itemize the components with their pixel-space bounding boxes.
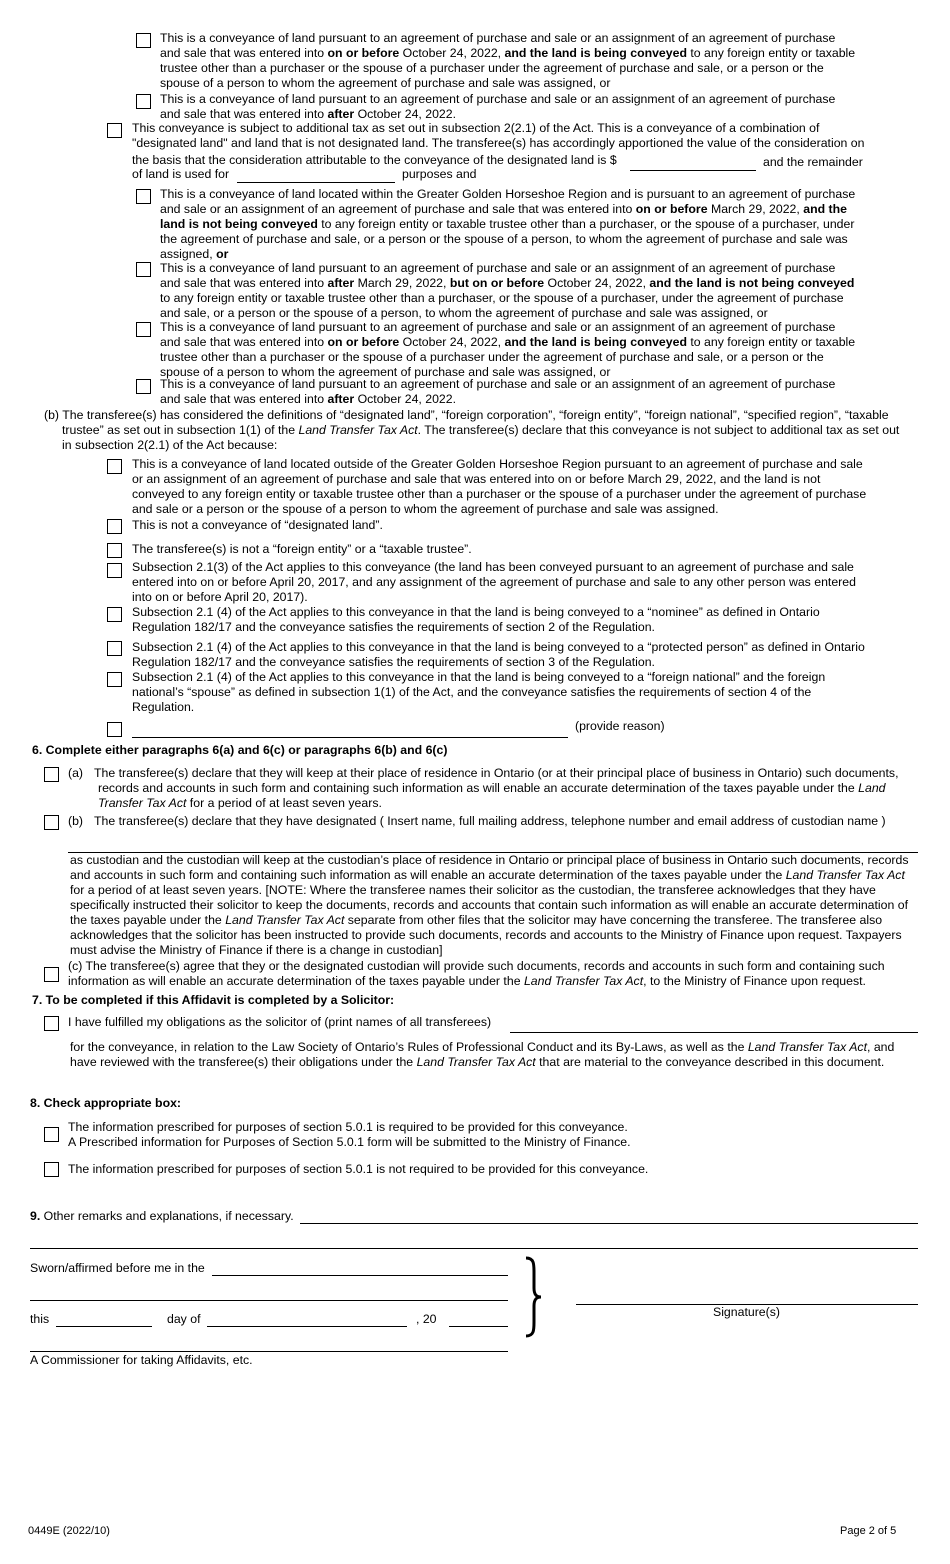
remainder-label: and the remainder: [763, 155, 863, 169]
option-text: This is a conveyance of land pursuant to an agreement of purchase and sale or an assignment of an agreement of purchase and sale that was entered into after March 29, 2022, but on or before October 24, 2022, and the land is not being conveyed to any foreign entity or taxable trustee other than a purchaser, or the spouse of a purchaser, under the agreement of purchase and sale, or a person or the spouse of a person, to whom the agreement of purchase and sale was assigned, or: [160, 261, 855, 320]
option-checkbox-foreign-entity-conveyed-on-or-before-oct[interactable]: [136, 33, 151, 48]
option-checkbox-on-or-before-oct-conveyed[interactable]: [136, 322, 151, 337]
brace-icon: [520, 1256, 544, 1338]
solicitor-obligations-text: for the conveyance, in relation to the Law Society of Ontario’s Rules of Professional Conduct and its By-Laws, as well as the Land Transfer Tax Act, and have reviewed with the transferee(s) their obligations under the Land Transfer Tax Act that are material to the conveyance described in this document.: [70, 1040, 895, 1069]
commissioner-signature-line[interactable]: [30, 1351, 508, 1352]
section-6b-text: The transferee(s) declare that they have designated ( Insert name, full mailing address, telephone number and email address of custodian name ): [94, 814, 886, 828]
section-6a-checkbox[interactable]: [44, 767, 59, 782]
provide-reason-label: (provide reason): [575, 719, 665, 733]
reason-text: The transferee(s) is not a “foreign entity” or a “taxable trustee”.: [132, 542, 472, 556]
section-6b-label: (b): [68, 814, 84, 828]
year-field[interactable]: [449, 1326, 508, 1327]
option-text: This is a conveyance of land pursuant to an agreement of purchase and sale or an assignment of an agreement of purchase and sale that was entered into after October 24, 2022.: [160, 92, 836, 121]
day-of-label: day of: [167, 1312, 201, 1326]
info-not-required-text: The information prescribed for purposes of section 5.0.1 is not required to be provided for this conveyance.: [68, 1162, 649, 1176]
reason-checkbox-not-foreign-entity[interactable]: [107, 543, 122, 558]
option-text: This is a conveyance of land pursuant to an agreement of purchase and sale or an assignment of an agreement of purchase and sale that was entered into after October 24, 2022.: [160, 377, 836, 406]
option-checkbox-after-march-29-not-conveyed[interactable]: [136, 262, 151, 277]
signature-label: Signature(s): [713, 1305, 780, 1319]
option-checkbox-ggh-not-conveyed[interactable]: [136, 189, 151, 204]
day-field[interactable]: [56, 1326, 152, 1327]
reason-text: This is not a conveyance of “designated land”.: [132, 518, 383, 532]
section-b-intro: (b) The transferee(s) has considered the definitions of “designated land”, “foreign corporation”, “foreign entity”, “foreign national”, “specified region”, “taxable trustee” as set out in subsection 1(1) of the Land Transfer Tax Act. The transferee(s) declare that this conveyance is not subject to additional tax as set out in subsection 2(2.1) of the Act because:: [44, 408, 900, 452]
option-checkbox-after-oct-24[interactable]: [136, 94, 151, 109]
reason-text: Subsection 2.1 (4) of the Act applies to this conveyance in that the land is being conveyed to a “nominee” as defined in Ontario Regulation 182/17 and the conveyance satisfies the requirements of section 2 of the Regulation.: [132, 605, 820, 634]
form-id: 0449E (2022/10): [28, 1525, 110, 1537]
purposes-label: purposes and: [402, 167, 477, 181]
reason-checkbox-not-designated-land[interactable]: [107, 519, 122, 534]
info-required-checkbox[interactable]: [44, 1127, 59, 1142]
year-prefix-label: , 20: [416, 1312, 437, 1326]
remarks-field-line-1[interactable]: [300, 1223, 918, 1224]
land-use-label: of land is used for: [132, 167, 230, 181]
option-text: This is a conveyance of land pursuant to an agreement of purchase and sale or an assignment of an agreement of purchase and sale that was entered into on or before October 24, 2022, and the land is being conveyed to any foreign entity or taxable trustee other than a purchaser or the spouse of a purchaser under the agreement of purchase and sale, or a person or the spouse of a person to whom the agreement of purchase and sale was assigned, or: [160, 320, 856, 379]
section-9-label: 9. Other remarks and explanations, if necessary.: [30, 1209, 294, 1223]
reason-checkbox-other[interactable]: [107, 722, 122, 737]
land-use-field[interactable]: [237, 182, 395, 183]
option-text: This is a conveyance of land located within the Greater Golden Horseshoe Region and is pursuant to an agreement of purchase and sale or an assignment of an agreement of purchase and sale that was entered into on or before March 29, 2022, and the land is not being conveyed to any foreign entity or taxable trustee other than a purchaser, or the spouse of a purchaser, under the agreement of purchase and sale, or a person or the spouse of a person, to whom the agreement of purchase and sale was assigned, or: [160, 187, 856, 261]
solicitor-text: I have fulfilled my obligations as the solicitor of (print names of all transferees): [68, 1015, 492, 1029]
section-6c-checkbox[interactable]: [44, 967, 59, 982]
sworn-label: Sworn/affirmed before me in the: [30, 1261, 205, 1275]
sworn-location-field-2[interactable]: [30, 1300, 508, 1301]
reason-text: Subsection 2.1 (4) of the Act applies to this conveyance in that the land is being conveyed to a “protected person” as defined in Ontario Regulation 182/17 and the conveyance satisfies the requirements of section 3 of the Regulation.: [132, 640, 865, 669]
reason-text: This is a conveyance of land located outside of the Greater Golden Horseshoe Region pursuant to an agreement of purchase and sale or an assignment of an agreement of purchase and sale that was entered into on or before March 29, 2022, and the land is not conveyed to any foreign entity or taxable trustee other than a purchaser or the spouse of a purchaser under the agreement of purchase and sale or a person or the spouse of a person to whom the agreement of purchase and sale was assigned.: [132, 457, 867, 516]
month-field[interactable]: [207, 1326, 407, 1327]
option-text: This conveyance is subject to additional tax as set out in subsection 2(2.1) of the Act. This is a conveyance of a combination of "designated land" and land that is not designated land. The transferee(s) has accordingly apportioned the value of the consideration on: [132, 121, 865, 150]
option-text: This is a conveyance of land pursuant to an agreement of purchase and sale or an assignment of an agreement of purchase and sale that was entered into on or before October 24, 2022, and the land is being conveyed to any foreign entity or taxable trustee other than a purchaser or the spouse of a purchaser under the agreement of purchase and sale, or a person or the spouse of a person to whom the agreement of purchase and sale was assigned, or: [160, 31, 856, 90]
sworn-location-field[interactable]: [212, 1275, 508, 1276]
solicitor-checkbox[interactable]: [44, 1016, 59, 1031]
reason-checkbox-protected-person[interactable]: [107, 641, 122, 656]
custodian-text: as custodian and the custodian will keep at the custodian’s place of residence in Ontario or principal place of business in Ontario such documents, records and accounts in such form and containing such information as will enable an accurate determination of the taxes payable under the Land Transfer Tax Act for a period of at least seven years. [NOTE: Where the transferee names their solicitor as the custodian, the transferee acknowledges that they have specifically instructed their solicitor to keep the documents, records and accounts that contain such information as will enable an accurate determination of the taxes payable under the Land Transfer Tax Act separate from other files that the solicitor may have concerning the transferee. The transferee also acknowledges that the solicitor has been instructed to provide such documents, records and accounts to the Ministry of Finance upon request. Taxpayers must advise the Ministry of Finance if there is a change in custodian]: [70, 853, 909, 957]
reason-checkbox-subsection-2-1-3[interactable]: [107, 563, 122, 578]
page-number: Page 2 of 5: [840, 1525, 897, 1537]
consideration-label: the basis that the consideration attributable to the conveyance of the designated land is $: [132, 153, 617, 167]
section-6c-text: (c) The transferee(s) agree that they or the designated custodian will provide such documents, records and accounts in such form and containing such information as will enable an accurate determination of the taxes payable under the Land Transfer Tax Act, to the Ministry of Finance upon request.: [68, 959, 885, 988]
reason-text: Subsection 2.1 (4) of the Act applies to this conveyance in that the land is being conveyed to a “foreign national” and the foreign national’s “spouse” as defined in subsection 1(1) of the Act, and the conveyance satisfies the requirements of section 4 of the Regulation.: [132, 670, 826, 714]
section-6-heading: 6. Complete either paragraphs 6(a) and 6(c) or paragraphs 6(b) and 6(c): [32, 743, 448, 757]
this-label: this: [30, 1312, 50, 1326]
reason-text: Subsection 2.1(3) of the Act applies to this conveyance (the land has been conveyed pursuant to an agreement of purchase and sale entered into on or before April 20, 2017, and any assignment of the agreement of purchase and sale to any other person was entered into on or before April 20, 2017).: [132, 560, 856, 604]
section-7-heading: 7. To be completed if this Affidavit is completed by a Solicitor:: [32, 993, 395, 1007]
option-checkbox-after-oct-24-b[interactable]: [136, 379, 151, 394]
reason-checkbox-nominee[interactable]: [107, 607, 122, 622]
section-6a-text: The transferee(s) declare that they will keep at their place of residence in Ontario (or at their principal place of business in Ontario) such documents, records and accounts in such form and containing such information as will enable an accurate determination of the taxes payable under the Land Transfer Tax Act for a period of at least seven years.: [94, 766, 899, 810]
info-not-required-checkbox[interactable]: [44, 1162, 59, 1177]
info-required-text: The information prescribed for purposes of section 5.0.1 is required to be provided for this conveyance. A Prescribed information for Purposes of Section 5.0.1 form will be submitted to the Ministry of Finance.: [68, 1120, 631, 1149]
remarks-field-line-2[interactable]: [30, 1248, 918, 1249]
section-8-heading: 8. Check appropriate box:: [30, 1096, 182, 1110]
section-6a-label: (a): [68, 766, 84, 780]
consideration-amount-field[interactable]: [630, 170, 756, 171]
commissioner-label: A Commissioner for taking Affidavits, etc.: [30, 1353, 253, 1367]
transferee-names-field[interactable]: [510, 1032, 918, 1033]
reason-checkbox-outside-ggh[interactable]: [107, 459, 122, 474]
reason-checkbox-foreign-national-spouse[interactable]: [107, 672, 122, 687]
option-checkbox-combination-designated-land[interactable]: [107, 123, 122, 138]
other-reason-field[interactable]: [132, 737, 568, 738]
section-6b-checkbox[interactable]: [44, 815, 59, 830]
